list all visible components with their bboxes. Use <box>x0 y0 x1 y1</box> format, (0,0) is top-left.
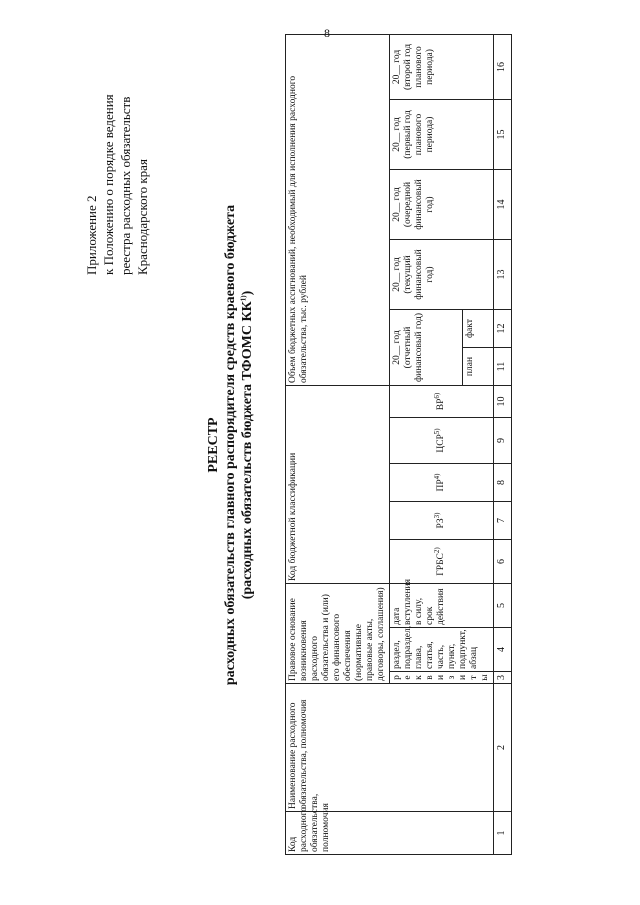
appendix-line-1: Приложение 2 <box>84 195 99 275</box>
header-csr <box>390 418 494 464</box>
header-pr-text: ПР <box>436 479 446 492</box>
column-number: 6 <box>494 540 512 584</box>
header-grbs-sup: 2) <box>432 547 441 554</box>
title-line-3 <box>239 35 256 855</box>
header-year-plan-2: 20__ год (второй год планового периода) <box>390 34 494 99</box>
header-name: Наименование расходного обязательства, полномочия <box>286 684 494 812</box>
appendix-line-4: Краснодарского края <box>135 159 150 275</box>
appendix-line-3: реестра расходных обязательств <box>118 96 133 275</box>
header-csr-sup: 5) <box>432 428 441 435</box>
registry-table <box>285 34 512 855</box>
header-plan: план <box>463 348 494 386</box>
header-grbs <box>390 540 494 584</box>
header-date: дата вступления в силу, срок действия <box>390 584 494 628</box>
details-letter: з <box>447 675 457 680</box>
header-grbs-text: ГРБС <box>436 553 446 576</box>
header-pr-sup: 4) <box>432 473 441 480</box>
details-letter: в <box>425 675 435 680</box>
header-year-current: 20__ год (текущий финансовый год) <box>390 240 494 310</box>
column-number: 12 <box>494 310 512 348</box>
column-numbers-row <box>494 34 512 854</box>
details-letter: ы <box>480 674 490 681</box>
title-line-3-end: ) <box>240 290 255 296</box>
rotated-sheet <box>5 35 625 865</box>
document-title <box>205 35 256 855</box>
header-fact: факт <box>463 310 494 348</box>
title-line-3-text: (расходных обязательств бюджета ТФОМС КК <box>240 301 255 600</box>
title-line-1: РЕЕСТР <box>206 417 221 473</box>
column-number: 7 <box>494 502 512 540</box>
column-number: 2 <box>494 684 512 812</box>
title-line-2: расходных обязательств главного распорядителя средств краевого бюджета <box>223 204 238 686</box>
header-section: раздел, подраздел, глава, статья, часть, пункт, подпункт, абзац <box>390 628 494 672</box>
column-number: 14 <box>494 170 512 240</box>
column-number: 15 <box>494 100 512 170</box>
appendix-note <box>83 15 151 275</box>
header-rz <box>390 502 494 540</box>
details-letter: и <box>436 674 446 681</box>
details-letter: и <box>458 674 468 681</box>
details-letter: т <box>469 675 479 680</box>
header-row-1 <box>286 34 390 854</box>
column-number: 9 <box>494 418 512 464</box>
details-letter: е <box>403 675 413 680</box>
column-number: 5 <box>494 584 512 628</box>
header-legal-basis: Правовое основание возникновения расходного обязательства и (или) его финансового обеспечения (нормативные правовые акты, договоры, соглашения) <box>286 584 390 684</box>
column-number: 1 <box>494 812 512 855</box>
header-rz-sup: 3) <box>432 512 441 519</box>
title-footnote-1: 1) <box>239 295 248 302</box>
header-rz-text: РЗ <box>436 518 446 529</box>
column-number: 10 <box>494 386 512 418</box>
header-year-plan-1: 20__ год (первый год планового периода) <box>390 100 494 170</box>
header-details-letters <box>390 672 494 684</box>
header-budget-classification: Код бюджетной классификации <box>286 386 390 584</box>
appendix-line-2: к Положению о порядке ведения <box>101 94 116 275</box>
column-number: 11 <box>494 348 512 386</box>
header-vr-sup: 6) <box>432 392 441 399</box>
details-letter: к <box>414 675 424 680</box>
page-number: 8 <box>324 26 330 40</box>
header-vr <box>390 386 494 418</box>
header-volume: Объем бюджетных ассигнований, необходимый для исполнения расходного обязательства, тыс. рублей <box>286 34 390 385</box>
column-number: 16 <box>494 34 512 99</box>
details-letter: р <box>392 675 402 680</box>
column-number: 3 <box>494 672 512 684</box>
column-number: 4 <box>494 628 512 672</box>
header-csr-text: ЦСР <box>436 434 446 453</box>
column-number: 8 <box>494 464 512 502</box>
header-code: Код расходного обязательства, полномочия <box>286 812 494 855</box>
header-vr-text: ВР <box>436 398 446 411</box>
header-year-report: 20__ год (отчетный финансовый год) <box>390 310 463 386</box>
header-year-next: 20__ год (очередной финансовый год) <box>390 170 494 240</box>
column-number: 13 <box>494 240 512 310</box>
header-pr <box>390 464 494 502</box>
